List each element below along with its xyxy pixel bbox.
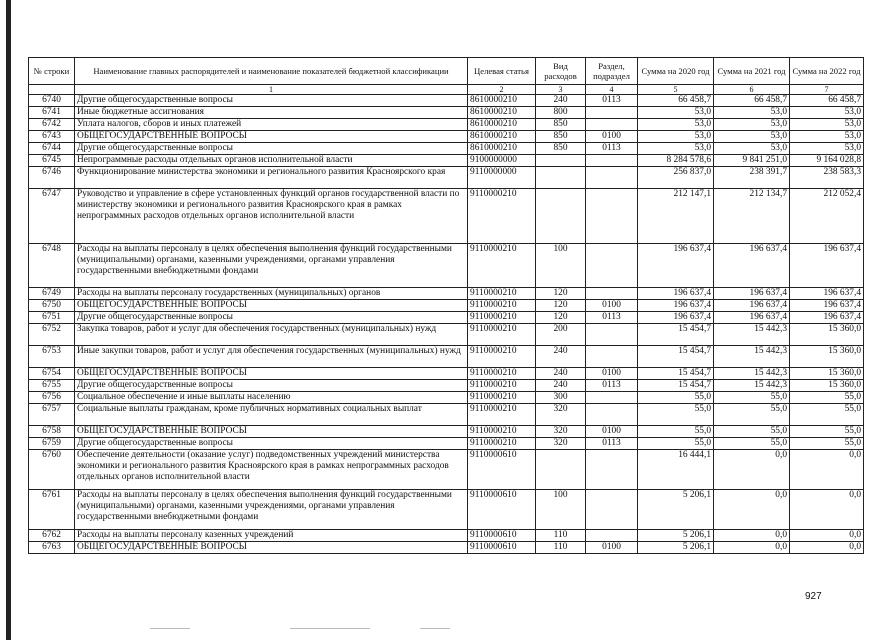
table-row <box>29 189 864 244</box>
row-name: Расходы на выплаты персоналу в целях обеспечения выполнения функций государственными (муниципальными) органами, казенными учреждениями, органами управления государственными внебюджетными фондами <box>75 244 468 288</box>
row-expense-type: 320 <box>536 404 586 426</box>
row-number: 6746 <box>29 167 75 189</box>
row-name: Функционирование министерства экономики и регионального развития Красноярского края <box>75 167 468 189</box>
header-row-no: № строки <box>29 58 75 85</box>
row-number: 6748 <box>29 244 75 288</box>
row-target: 9110000210 <box>468 404 536 426</box>
row-number: 6760 <box>29 450 75 490</box>
row-sum-2020: 5 206,1 <box>638 490 714 530</box>
row-sum-2021: 55,0 <box>714 404 790 426</box>
row-sum-2021: 53,0 <box>714 143 790 155</box>
row-target: 9110000610 <box>468 530 536 542</box>
header-row <box>29 58 864 85</box>
row-section: 0113 <box>586 380 638 392</box>
row-section <box>586 107 638 119</box>
row-target: 9110000610 <box>468 542 536 554</box>
row-expense-type: 850 <box>536 131 586 143</box>
row-expense-type: 850 <box>536 119 586 131</box>
row-sum-2020: 15 454,7 <box>638 324 714 346</box>
row-target: 9100000000 <box>468 155 536 167</box>
row-sum-2022: 196 637,4 <box>790 244 864 288</box>
row-target: 9110000210 <box>468 368 536 380</box>
row-sum-2020: 66 458,7 <box>638 95 714 107</box>
row-expense-type: 240 <box>536 95 586 107</box>
binding-edge <box>6 0 11 640</box>
row-sum-2021: 55,0 <box>714 438 790 450</box>
row-name: Социальные выплаты гражданам, кроме публичных нормативных социальных выплат <box>75 404 468 426</box>
table-row <box>29 380 864 392</box>
table-row <box>29 392 864 404</box>
row-name: Обеспечение деятельности (оказание услуг) подведомственных учреждений министерства экономики и регионального развития Красноярского края в рамках непрограммных расходов отдельных органов исполнительной власти <box>75 450 468 490</box>
row-sum-2021: 15 442,3 <box>714 346 790 368</box>
row-sum-2021: 196 637,4 <box>714 244 790 288</box>
row-target: 9110000210 <box>468 324 536 346</box>
row-sum-2020: 53,0 <box>638 119 714 131</box>
row-section <box>586 189 638 244</box>
row-sum-2021: 196 637,4 <box>714 312 790 324</box>
row-section: 0113 <box>586 143 638 155</box>
row-number: 6759 <box>29 438 75 450</box>
row-sum-2022: 53,0 <box>790 143 864 155</box>
header-expense-type: Вид расходов <box>536 58 586 85</box>
row-expense-type <box>536 450 586 490</box>
row-section <box>586 530 638 542</box>
row-target: 9110000000 <box>468 167 536 189</box>
row-sum-2021: 53,0 <box>714 119 790 131</box>
row-expense-type: 240 <box>536 368 586 380</box>
header-sum-2020: Сумма на 2020 год <box>638 58 714 85</box>
column-index: 2 <box>468 85 536 95</box>
row-sum-2020: 53,0 <box>638 143 714 155</box>
row-sum-2020: 53,0 <box>638 107 714 119</box>
header-target: Целевая статья <box>468 58 536 85</box>
column-index-empty <box>29 85 75 95</box>
row-sum-2020: 196 637,4 <box>638 288 714 300</box>
row-number: 6744 <box>29 143 75 155</box>
row-section <box>586 490 638 530</box>
row-section <box>586 346 638 368</box>
row-sum-2022: 0,0 <box>790 490 864 530</box>
row-target: 9110000210 <box>468 300 536 312</box>
row-sum-2021: 238 391,7 <box>714 167 790 189</box>
row-section <box>586 244 638 288</box>
row-sum-2022: 15 360,0 <box>790 346 864 368</box>
row-expense-type: 100 <box>536 490 586 530</box>
row-sum-2020: 196 637,4 <box>638 312 714 324</box>
row-sum-2022: 53,0 <box>790 107 864 119</box>
row-sum-2021: 15 442,3 <box>714 368 790 380</box>
row-section: 0100 <box>586 300 638 312</box>
table-row <box>29 167 864 189</box>
row-number: 6752 <box>29 324 75 346</box>
row-expense-type <box>536 167 586 189</box>
column-index: 5 <box>638 85 714 95</box>
row-sum-2020: 55,0 <box>638 392 714 404</box>
row-expense-type <box>536 189 586 244</box>
row-target: 8610000210 <box>468 119 536 131</box>
row-target: 8610000210 <box>468 143 536 155</box>
row-sum-2021: 196 637,4 <box>714 300 790 312</box>
row-sum-2022: 196 637,4 <box>790 288 864 300</box>
row-target: 9110000610 <box>468 450 536 490</box>
row-section: 0113 <box>586 95 638 107</box>
row-sum-2022: 15 360,0 <box>790 380 864 392</box>
row-expense-type: 110 <box>536 530 586 542</box>
header-sum-2021: Сумма на 2021 год <box>714 58 790 85</box>
row-target: 9110000610 <box>468 490 536 530</box>
row-expense-type: 850 <box>536 143 586 155</box>
row-name: Непрограммные расходы отдельных органов исполнительной власти <box>75 155 468 167</box>
table-row <box>29 288 864 300</box>
row-sum-2020: 15 454,7 <box>638 346 714 368</box>
row-sum-2022: 55,0 <box>790 404 864 426</box>
row-name: Расходы на выплаты персоналу государственных (муниципальных) органов <box>75 288 468 300</box>
row-expense-type: 800 <box>536 107 586 119</box>
row-expense-type: 240 <box>536 346 586 368</box>
scan-mark <box>290 628 370 629</box>
table-row <box>29 95 864 107</box>
row-sum-2022: 66 458,7 <box>790 95 864 107</box>
column-index: 6 <box>714 85 790 95</box>
table-row <box>29 404 864 426</box>
row-sum-2020: 5 206,1 <box>638 542 714 554</box>
row-name: Расходы на выплаты персоналу в целях обеспечения выполнения функций государственными (муниципальными) органами, казенными учреждениями, органами управления государственными внебюджетными фондами <box>75 490 468 530</box>
scan-mark <box>150 628 190 629</box>
row-number: 6742 <box>29 119 75 131</box>
row-target: 8610000210 <box>468 95 536 107</box>
table-row <box>29 119 864 131</box>
row-sum-2020: 8 284 578,6 <box>638 155 714 167</box>
table-body <box>29 95 864 554</box>
table-row <box>29 107 864 119</box>
row-target: 9110000210 <box>468 312 536 324</box>
row-section: 0113 <box>586 438 638 450</box>
row-sum-2020: 55,0 <box>638 404 714 426</box>
row-section <box>586 324 638 346</box>
row-number: 6763 <box>29 542 75 554</box>
row-name: ОБЩЕГОСУДАРСТВЕННЫЕ ВОПРОСЫ <box>75 300 468 312</box>
row-number: 6745 <box>29 155 75 167</box>
row-sum-2020: 196 637,4 <box>638 244 714 288</box>
row-name: Руководство и управление в сфере установленных функций органов государственной власти по министерству экономики и регионального развития Красноярского края в рамках непрограммных расходов отдельных органов исполнительной власти <box>75 189 468 244</box>
table-row <box>29 542 864 554</box>
header-section: Раздел, подраздел <box>586 58 638 85</box>
row-section <box>586 167 638 189</box>
row-number: 6753 <box>29 346 75 368</box>
row-expense-type: 120 <box>536 300 586 312</box>
row-target: 9110000210 <box>468 189 536 244</box>
row-target: 9110000210 <box>468 244 536 288</box>
table-row <box>29 530 864 542</box>
row-section <box>586 288 638 300</box>
row-number: 6740 <box>29 95 75 107</box>
row-expense-type: 320 <box>536 438 586 450</box>
row-sum-2021: 196 637,4 <box>714 288 790 300</box>
row-name: Другие общегосударственные вопросы <box>75 380 468 392</box>
row-expense-type <box>536 155 586 167</box>
header-sum-2022: Сумма на 2022 год <box>790 58 864 85</box>
row-number: 6750 <box>29 300 75 312</box>
row-sum-2020: 16 444,1 <box>638 450 714 490</box>
row-section: 0100 <box>586 131 638 143</box>
row-sum-2022: 0,0 <box>790 530 864 542</box>
row-sum-2020: 196 637,4 <box>638 300 714 312</box>
row-section <box>586 155 638 167</box>
row-number: 6758 <box>29 426 75 438</box>
row-sum-2021: 66 458,7 <box>714 95 790 107</box>
row-number: 6747 <box>29 189 75 244</box>
table-row <box>29 346 864 368</box>
row-section <box>586 392 638 404</box>
table-row <box>29 244 864 288</box>
table-row <box>29 438 864 450</box>
row-target: 8610000210 <box>468 107 536 119</box>
row-sum-2022: 238 583,3 <box>790 167 864 189</box>
row-name: ОБЩЕГОСУДАРСТВЕННЫЕ ВОПРОСЫ <box>75 542 468 554</box>
row-sum-2020: 256 837,0 <box>638 167 714 189</box>
row-sum-2022: 0,0 <box>790 542 864 554</box>
row-section <box>586 404 638 426</box>
row-sum-2021: 15 442,3 <box>714 380 790 392</box>
row-sum-2020: 212 147,1 <box>638 189 714 244</box>
row-expense-type: 120 <box>536 312 586 324</box>
budget-table <box>28 57 864 554</box>
row-target: 9110000210 <box>468 380 536 392</box>
row-section: 0113 <box>586 312 638 324</box>
table-row <box>29 300 864 312</box>
row-sum-2022: 55,0 <box>790 438 864 450</box>
row-sum-2022: 15 360,0 <box>790 368 864 380</box>
table-row <box>29 131 864 143</box>
row-target: 9110000210 <box>468 288 536 300</box>
row-name: ОБЩЕГОСУДАРСТВЕННЫЕ ВОПРОСЫ <box>75 131 468 143</box>
row-number: 6756 <box>29 392 75 404</box>
row-number: 6755 <box>29 380 75 392</box>
column-index: 4 <box>586 85 638 95</box>
row-sum-2021: 15 442,3 <box>714 324 790 346</box>
row-sum-2022: 15 360,0 <box>790 324 864 346</box>
row-sum-2020: 55,0 <box>638 426 714 438</box>
row-target: 8610000210 <box>468 131 536 143</box>
row-number: 6754 <box>29 368 75 380</box>
table-row <box>29 312 864 324</box>
row-target: 9110000210 <box>468 438 536 450</box>
row-sum-2022: 53,0 <box>790 131 864 143</box>
row-name: Иные закупки товаров, работ и услуг для обеспечения государственных (муниципальных) нужд <box>75 346 468 368</box>
row-target: 9110000210 <box>468 392 536 404</box>
column-index: 3 <box>536 85 586 95</box>
row-expense-type: 120 <box>536 288 586 300</box>
row-number: 6761 <box>29 490 75 530</box>
row-sum-2021: 53,0 <box>714 131 790 143</box>
row-number: 6757 <box>29 404 75 426</box>
row-name: Социальное обеспечение и иные выплаты населению <box>75 392 468 404</box>
row-sum-2022: 212 052,4 <box>790 189 864 244</box>
row-sum-2022: 53,0 <box>790 119 864 131</box>
row-name: Другие общегосударственные вопросы <box>75 438 468 450</box>
row-sum-2022: 9 164 028,8 <box>790 155 864 167</box>
page-number: 927 <box>805 591 822 602</box>
column-index: 1 <box>75 85 468 95</box>
row-expense-type: 200 <box>536 324 586 346</box>
row-name: ОБЩЕГОСУДАРСТВЕННЫЕ ВОПРОСЫ <box>75 368 468 380</box>
row-sum-2021: 9 841 251,0 <box>714 155 790 167</box>
row-sum-2021: 0,0 <box>714 490 790 530</box>
row-section: 0100 <box>586 368 638 380</box>
row-name: Другие общегосударственные вопросы <box>75 312 468 324</box>
row-sum-2020: 15 454,7 <box>638 368 714 380</box>
row-name: Закупка товаров, работ и услуг для обеспечения государственных (муниципальных) нужд <box>75 324 468 346</box>
table-row <box>29 324 864 346</box>
row-section <box>586 450 638 490</box>
row-sum-2020: 15 454,7 <box>638 380 714 392</box>
row-sum-2020: 53,0 <box>638 131 714 143</box>
row-sum-2022: 196 637,4 <box>790 300 864 312</box>
row-sum-2021: 0,0 <box>714 450 790 490</box>
row-sum-2021: 0,0 <box>714 530 790 542</box>
row-expense-type: 320 <box>536 426 586 438</box>
table-row <box>29 426 864 438</box>
row-name: Уплата налогов, сборов и иных платежей <box>75 119 468 131</box>
column-index: 7 <box>790 85 864 95</box>
row-sum-2021: 212 134,7 <box>714 189 790 244</box>
header-name: Наименование главных распорядителей и наименование показателей бюджетной классификации <box>75 58 468 85</box>
row-sum-2022: 0,0 <box>790 450 864 490</box>
row-expense-type: 110 <box>536 542 586 554</box>
row-sum-2020: 55,0 <box>638 438 714 450</box>
row-expense-type: 300 <box>536 392 586 404</box>
row-name: ОБЩЕГОСУДАРСТВЕННЫЕ ВОПРОСЫ <box>75 426 468 438</box>
row-section: 0100 <box>586 542 638 554</box>
row-sum-2021: 55,0 <box>714 426 790 438</box>
row-section <box>586 119 638 131</box>
row-sum-2022: 55,0 <box>790 426 864 438</box>
row-sum-2020: 5 206,1 <box>638 530 714 542</box>
row-name: Расходы на выплаты персоналу казенных учреждений <box>75 530 468 542</box>
row-target: 9110000210 <box>468 426 536 438</box>
row-name: Другие общегосударственные вопросы <box>75 95 468 107</box>
row-sum-2021: 0,0 <box>714 542 790 554</box>
row-expense-type: 100 <box>536 244 586 288</box>
row-section: 0100 <box>586 426 638 438</box>
row-target: 9110000210 <box>468 346 536 368</box>
row-name: Иные бюджетные ассигнования <box>75 107 468 119</box>
row-number: 6751 <box>29 312 75 324</box>
table-row <box>29 450 864 490</box>
row-number: 6741 <box>29 107 75 119</box>
row-name: Другие общегосударственные вопросы <box>75 143 468 155</box>
column-index-row <box>29 85 864 95</box>
scan-mark <box>420 628 450 629</box>
row-number: 6762 <box>29 530 75 542</box>
row-number: 6749 <box>29 288 75 300</box>
table-row <box>29 155 864 167</box>
row-sum-2022: 55,0 <box>790 392 864 404</box>
table-row <box>29 368 864 380</box>
table-row <box>29 143 864 155</box>
row-number: 6743 <box>29 131 75 143</box>
row-sum-2021: 55,0 <box>714 392 790 404</box>
table-row <box>29 490 864 530</box>
row-sum-2021: 53,0 <box>714 107 790 119</box>
row-expense-type: 240 <box>536 380 586 392</box>
row-sum-2022: 196 637,4 <box>790 312 864 324</box>
